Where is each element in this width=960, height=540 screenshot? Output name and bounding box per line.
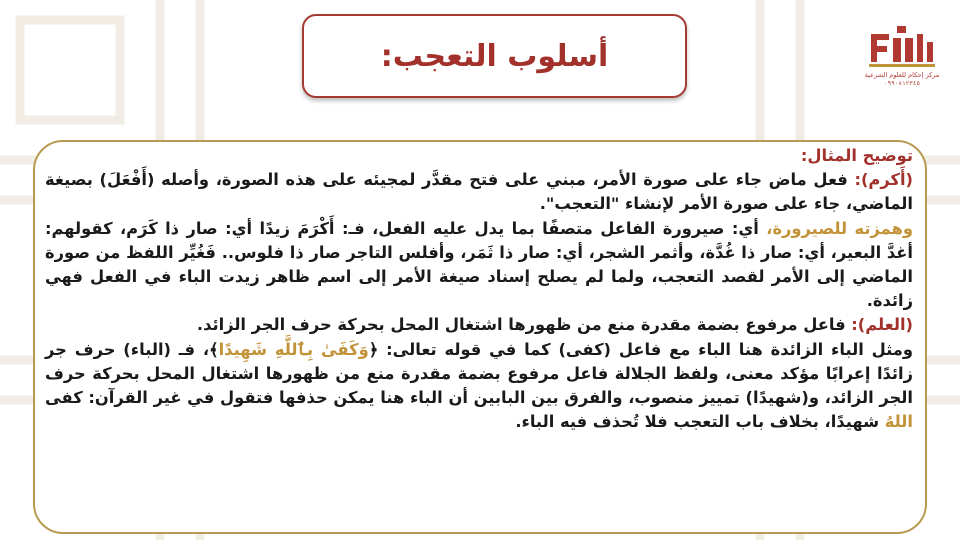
logo-icon <box>867 24 937 70</box>
logo-phone: ٠٩٩٠٨١٢٣٤٥ <box>883 80 921 87</box>
quran-verse: وَكَفَىٰ بِٱللَّهِ شَهِيدًا <box>218 339 369 359</box>
section-heading: توضيح المثال: <box>800 146 913 165</box>
logo <box>846 24 958 98</box>
paragraph-akram <box>45 168 913 216</box>
logo-subtitle: مركز إحكام للعلوم الشرعية <box>864 71 940 79</box>
word-allah: اللهُ <box>884 412 913 432</box>
page-title: أسلوب التعجب: <box>380 38 609 74</box>
content-panel <box>33 140 927 534</box>
title-banner <box>302 14 687 98</box>
text-kafa-b: ﴾، فـ (الباء) حرف جر زائدًا إعرابًا مؤكد معنى، ولفظ الجلالة فاعل مرفوع بضمة مقدرة منع من ظهورها اشتغال المحل بحركة حرف الجر الزائد، و(شهيدًا) تمييز منصوب، والفرق بين البابين أن الباء هنا يمكن حذفها فتقول في غير القرآن: كفى <box>45 339 913 408</box>
term-akram: (أَكرم): <box>854 170 913 190</box>
term-hamza: وهمزته للصيرورة، <box>766 218 913 238</box>
term-alilm: (العلم): <box>851 315 913 335</box>
paragraph-alilm <box>45 313 913 337</box>
text-akram: فعل ماض جاء على صورة الأمر، مبني على فتح مقدَّر لمجيئه على هذه الصورة، وأصله (أَفْعَلَ) بصيغة الماضي، جاء على صورة الأمر لإنشاء "التعجب". <box>45 170 913 214</box>
text-kafa-a: ومثل الباء الزائدة هنا الباء مع فاعل (كفى) كما في قوله تعالى: ﴿ <box>368 339 913 359</box>
text-alilm: فاعل مرفوع بضمة مقدرة منع من ظهورها اشتغال المحل بحركة حرف الجر الزائد. <box>196 315 852 335</box>
text-kafa-c: شهيدًا، بخلاف باب التعجب فلا تُحذف فيه الباء. <box>515 412 885 432</box>
text-hamza: أي: صيرورة الفاعل متصفًا بما يدل عليه الفعل، فـ: أَكْرَمَ زيدًا أي: صار ذا كَرَم، كقولهم: أغدَّ البعير، أي: صار ذا غُدَّة، وأثمر الشجر، أي: صار ذا ثَمَر، وأفلس التاجر صار ذا فلوس.. فَغُيِّر اللفظ من صورة الماضي إلى الأمر لقصد التعجب، ولما لم يصلح إسناد صيغة الأمر إلى اسم ظاهر زيدت الباء في الفعل فهي زائدة. <box>45 218 913 311</box>
paragraph-hamza <box>45 217 913 314</box>
paragraph-kafa <box>45 338 913 435</box>
